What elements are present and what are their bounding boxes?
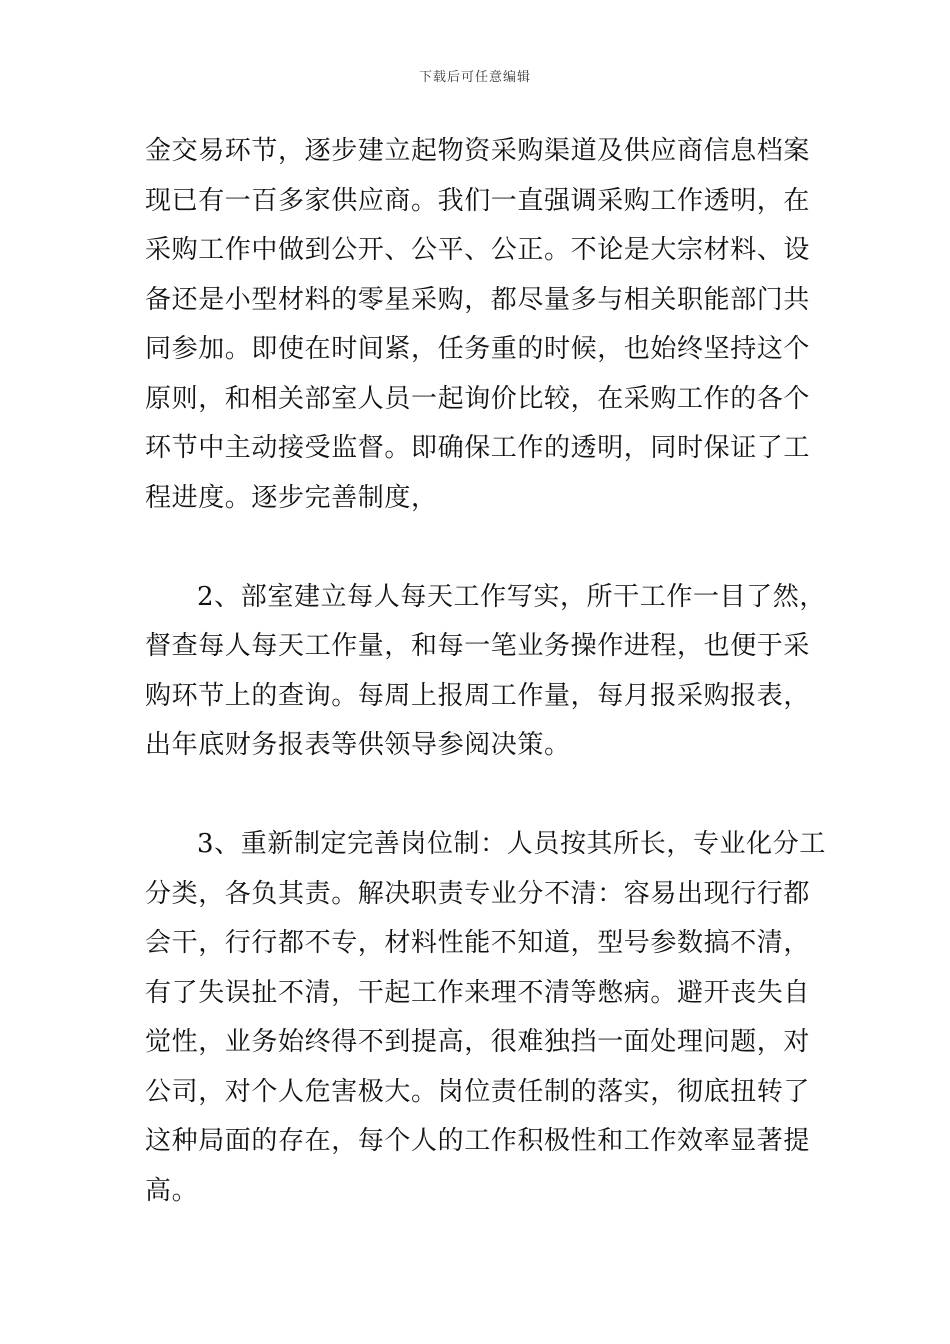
text-line: 程进度。逐步完善制度，: [145, 482, 438, 513]
paragraph-spacer: [145, 771, 809, 821]
paragraph-3: [145, 820, 826, 1216]
document-body: [145, 127, 826, 1216]
paragraph-1: [145, 127, 809, 523]
text-line: 购环节上的查询。每周上报周工作量，每月报采购报表，: [145, 680, 811, 711]
text-line: 3、重新制定完善岗位制：人员按其所长，专业化分工: [197, 829, 826, 859]
text-line: 会干，行行都不专，材料性能不知道，型号参数搞不清，: [145, 928, 811, 958]
header-note: 下载后可任意编辑: [418, 70, 531, 85]
text-line: 觉性，业务始终得不到提高，很难独挡一面处理问题，对: [145, 1027, 811, 1057]
text-line: 金交易环节，逐步建立起物资采购渠道及供应商信息档案: [145, 136, 811, 166]
text-line: 采购工作中做到公开、公平、公正。不论是大宗材料、设: [145, 235, 811, 265]
text-line: 这种局面的存在，每个人的工作积极性和工作效率显著提: [145, 1126, 811, 1156]
paragraph-spacer: [145, 523, 809, 573]
text-line: 公司，对个人危害极大。岗位责任制的落实，彻底扭转了: [145, 1076, 811, 1107]
text-line: 高。: [145, 1175, 199, 1206]
text-line: 有了失误扯不清，干起工作来理不清等憋病。避开丧失自: [145, 977, 811, 1008]
text-line: 督查每人每天工作量，和每一笔业务操作进程，也便于采: [145, 631, 811, 661]
paragraph-2: [145, 573, 826, 771]
text-line: 2、部室建立每人每天工作写实，所干工作一目了然，: [197, 581, 826, 612]
text-line: 备还是小型材料的零星采购，都尽量多与相关职能部门共: [145, 284, 811, 315]
text-line: 原则，和相关部室人员一起询价比较，在采购工作的各个: [145, 383, 811, 414]
text-line: 现已有一百多家供应商。我们一直强调采购工作透明，在: [145, 185, 811, 216]
text-line: 同参加。即使在时间紧，任务重的时候，也始终坚持这个: [145, 334, 811, 364]
text-line: 分类，各负其责。解决职责专业分不清：容易出现行行都: [145, 878, 811, 909]
text-line: 环节中主动接受监督。即确保工作的透明，同时保证了工: [145, 433, 811, 463]
text-line: 出年底财务报表等供领导参阅决策。: [145, 730, 571, 760]
